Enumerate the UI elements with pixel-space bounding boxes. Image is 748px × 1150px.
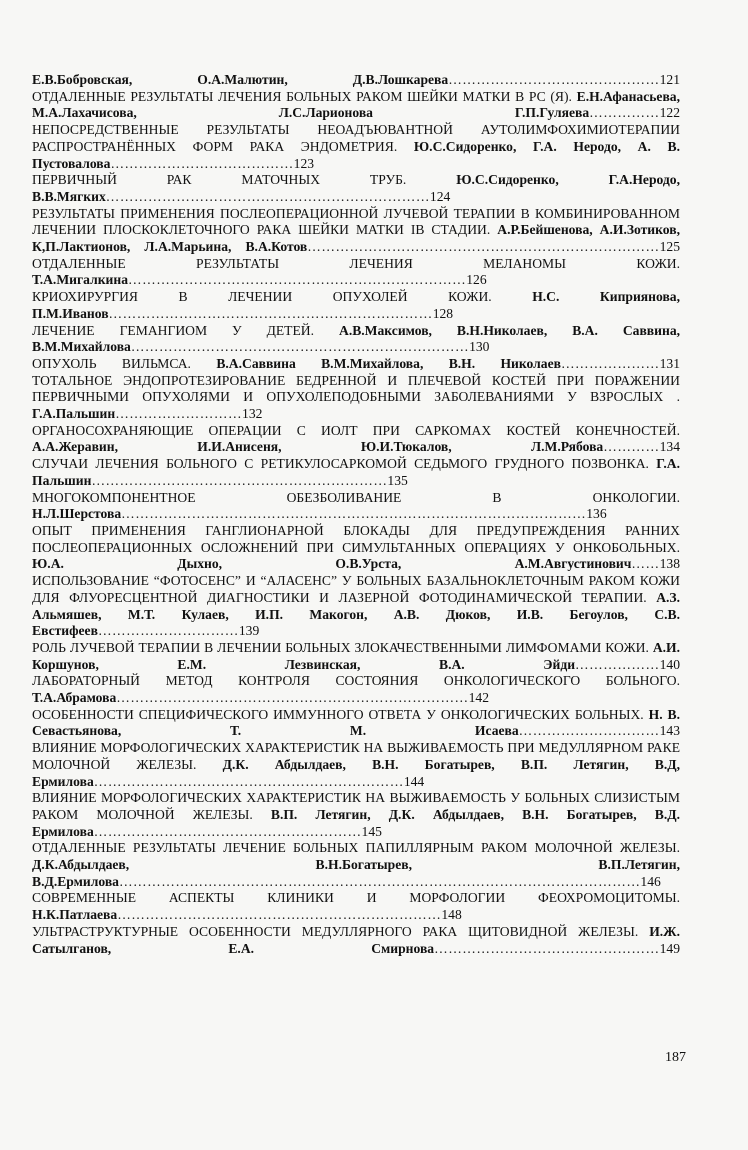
entry-authors: А.З. Альмяшев, М.Т. Кулаев, И.П. Макогон, А.В. Дюков, И.В. Бегоулов, С.В. Евстифеев — [32, 589, 680, 639]
entry-authors: Н.Л.Шерстова — [32, 506, 122, 522]
toc-entry[interactable] — [32, 289, 680, 322]
entry-title: ПЕРВИЧНЫЙ РАК МАТОЧНЫХ ТРУБ. — [32, 172, 407, 188]
entry-authors: Т.А.Абрамова — [32, 690, 117, 706]
entry-authors: Т.А.Мигалкина — [32, 272, 128, 288]
entry-title: ОПЫТ ПРИМЕНЕНИЯ ГАНГЛИОНАРНОЙ БЛОКАДЫ ДЛЯ ПРЕДУПРЕЖДЕНИЯ РАННИХ ПОСЛЕОПЕРАЦИОННЫХ ОСЛОЖНЕНИЙ ПРИ СИМУЛЬТАННЫХ ОПЕРАЦИЯХ У ОНКОБОЛЬНЫХ. — [32, 522, 680, 555]
entry-page-number: 144 — [403, 773, 425, 789]
entry-page-number: 139 — [238, 623, 260, 639]
dot-leader: ………………………………………………… — [93, 823, 362, 839]
dot-leader: ………… — [603, 439, 660, 455]
entry-title: ЛЕЧЕНИЕ ГЕМАНГИОМ У ДЕТЕЙ. — [32, 322, 315, 338]
entry-page-number: 143 — [659, 723, 680, 739]
entry-title: ОПУХОЛЬ ВИЛЬМСА. — [32, 355, 191, 371]
entry-authors: И.Ж. Сатылганов, Е.А. Смирнова — [32, 923, 680, 956]
dot-leader: …… — [631, 556, 660, 572]
entry-authors: Д.К. Абдылдаев, В.Н. Богатырев, В.П. Летягин, В.Д, Ермилова — [32, 756, 680, 789]
entry-page-number: 134 — [659, 439, 680, 455]
entry-title: НЕПОСРЕДСТВЕННЫЕ РЕЗУЛЬТАТЫ НЕОАДЪЮВАНТНОЙ АУТОЛИМФОХИМИОТЕРАПИИ РАСПРОСТРАНЁННЫХ ФОРМ РАКА ЭНДОМЕТРИЯ. — [32, 122, 680, 154]
dot-leader: ………………………………………… — [434, 940, 660, 956]
entry-page-number: 138 — [659, 556, 680, 572]
entry-page-number: 126 — [466, 272, 487, 288]
dot-leader: ……………………………………………………………… — [130, 339, 470, 355]
dot-leader: ……………… — [575, 656, 660, 672]
toc-entry[interactable] — [32, 456, 680, 489]
entry-page-number: 125 — [659, 239, 680, 255]
entry-page-number: 149 — [659, 940, 680, 956]
entry-page-number: 122 — [659, 105, 680, 121]
toc-entry[interactable] — [32, 206, 680, 256]
toc-entry[interactable] — [32, 790, 680, 840]
entry-authors: В.А.Саввина В.М.Михайлова, В.Н. Николаев — [216, 355, 561, 371]
dot-leader: ………………… — [560, 355, 660, 371]
entry-page-number: 135 — [387, 472, 408, 488]
entry-page-number: 132 — [242, 406, 263, 422]
toc-entry[interactable] — [32, 640, 680, 673]
dot-leader: ……………………………………………………… — [91, 472, 388, 488]
entry-page-number: 131 — [659, 355, 680, 371]
toc-entry[interactable] — [32, 323, 680, 356]
entry-page-number: 140 — [659, 656, 680, 672]
entry-title: СЛУЧАИ ЛЕЧЕНИЯ БОЛЬНОГО С РЕТИКУЛОСАРКОМОЙ СЕДЬМОГО ГРУДНОГО ПОЗВОНКА. — [32, 456, 649, 472]
toc-entry[interactable] — [32, 172, 680, 205]
entry-title: ОТДАЛЕННЫЕ РЕЗУЛЬТАТЫ ЛЕЧЕНИЕ БОЛЬНЫХ ПАПИЛЛЯРНЫМ РАКОМ МОЛОЧНОЙ ЖЕЛЕЗЫ. — [32, 840, 680, 856]
entry-authors: А.Р.Бейшенова, А.И.Зотиков, К,П.Лактионов, Л.А.Марьина, В.А.Котов — [32, 222, 680, 255]
entry-page-number: 148 — [441, 907, 462, 923]
toc-entry[interactable] — [32, 373, 680, 423]
entry-authors: Г.А.Пальшин — [32, 406, 116, 422]
entry-title: ВЛИЯНИЕ МОРФОЛОГИЧЕСКИХ ХАРАКТЕРИСТИК НА ВЫЖИВАЕМОСТЬ У БОЛЬНЫХ СЛИЗИСТЫМ РАКОМ МОЛОЧНОЙ ЖЕЛЕЗЫ. — [32, 790, 680, 822]
dot-leader: ………………………… — [518, 723, 660, 739]
entry-page-number: 124 — [429, 188, 451, 204]
entry-authors: Н.К.Патлаева — [32, 907, 118, 923]
entry-title: ТОТАЛЬНОЕ ЭНДОПРОТЕЗИРОВАНИЕ БЕДРЕННОЙ И ПЛЕЧЕВОЙ КОСТЕЙ ПРИ ПОРАЖЕНИИ ПЕРВИЧНЫМИ ОПУХОЛЯМИ И ОПУХОЛЕПОДОБНЫМИ ЗАБОЛЕВАНИЯМИ У ВЗРОСЛЫХ . — [32, 372, 680, 405]
toc-entry[interactable] — [32, 523, 680, 573]
dot-leader: …………… — [589, 105, 660, 121]
entry-authors: Д.К.Абдылдаев, В.Н.Богатырев, В.П.Летягин, В.Д.Ермилова — [32, 857, 680, 889]
entry-title: ОТДАЛЕННЫЕ РЕЗУЛЬТАТЫ ЛЕЧЕНИЯ МЕЛАНОМЫ КОЖИ. — [32, 255, 680, 271]
dot-leader: …………………………………………………………… — [108, 305, 433, 321]
entry-title: ОСОБЕННОСТИ СПЕЦИФИЧЕСКОГО ИММУННОГО ОТВЕТА У ОНКОЛОГИЧЕСКИХ БОЛЬНЫХ. — [32, 706, 644, 722]
entry-title: УЛЬТРАСТРУКТУРНЫЕ ОСОБЕННОСТИ МЕДУЛЛЯРНОГО РАКА ЩИТОВИДНОЙ ЖЕЛЕЗЫ. — [32, 923, 639, 939]
entry-authors: Ю.А. Дыхно, О.В.Урста, А.М.Августинович — [32, 556, 632, 572]
entry-authors: Е.Н.Афанасьева, М.А.Лахачисова, Л.С.Ларионова Г.П.Гуляева — [32, 88, 680, 121]
toc-entry[interactable] — [32, 840, 680, 890]
entry-authors: А.В.Максимов, В.Н.Николаев, В.А. Саввина, В.М.Михайлова — [32, 322, 681, 355]
dot-leader: …………………………………………………………… — [117, 907, 442, 923]
dot-leader: ……………………………………………………………… — [128, 272, 467, 288]
entry-page-number: 146 — [640, 873, 661, 889]
page-number: 187 — [665, 1050, 686, 1065]
dot-leader: ………………………………… — [110, 155, 294, 171]
toc-entry[interactable] — [32, 356, 680, 373]
entry-title: КРИОХИРУРГИЯ В ЛЕЧЕНИИ ОПУХОЛЕЙ КОЖИ. — [32, 289, 492, 305]
entry-authors: Н. В. Севастьянова, Т. М. Исаева — [32, 706, 680, 739]
toc-entry[interactable] — [32, 573, 680, 640]
entry-title: ВЛИЯНИЕ МОРФОЛОГИЧЕСКИХ ХАРАКТЕРИСТИК НА ВЫЖИВАЕМОСТЬ ПРИ МЕДУЛЛЯРНОМ РАКЕ МОЛОЧНОЙ ЖЕЛЕЗЫ. — [32, 740, 680, 772]
entry-title: МНОГОКОМПОНЕНТНОЕ ОБЕЗБОЛИВАНИЕ В ОНКОЛОГИИ. — [32, 489, 680, 505]
entry-authors: Н.С. Киприянова, П.М.Иванов — [32, 289, 680, 321]
toc-entry[interactable] — [32, 490, 680, 523]
toc-entry[interactable] — [32, 890, 680, 923]
dot-leader: ……………………… — [115, 406, 243, 422]
entry-authors: А.А.Жеравин, И.И.Анисеня, Ю.И.Тюкалов, Л.М.Рябова — [32, 439, 604, 455]
entry-title: СОВРЕМЕННЫЕ АСПЕКТЫ КЛИНИКИ И МОРФОЛОГИИ ФЕОХРОМОЦИТОМЫ. — [32, 890, 680, 906]
entry-authors: Г.А. Пальшин — [32, 456, 680, 488]
entry-page-number: 145 — [361, 823, 382, 839]
dot-leader: ……………………………………… — [448, 72, 660, 87]
entry-title: РЕЗУЛЬТАТЫ ПРИМЕНЕНИЯ ПОСЛЕОПЕРАЦИОННОЙ ЛУЧЕВОЙ ТЕРАПИИ В КОМБИНИРОВАННОМ ЛЕЧЕНИИ ПЛОСКОКЛЕТОЧНОГО РАКА ШЕЙКИ МАТКИ IB СТАДИИ. — [32, 205, 680, 238]
entry-authors: Е.В.Бобровская, О.А.Малютин, Д.В.Лошкарева — [32, 72, 449, 87]
dot-leader: ………………………………………………………… — [93, 773, 404, 789]
toc-entry[interactable] — [32, 707, 680, 740]
toc-entry[interactable] — [32, 423, 680, 456]
entry-title: ЛАБОРАТОРНЫЙ МЕТОД КОНТРОЛЯ СОСТОЯНИЯ ОНКОЛОГИЧЕСКОГО БОЛЬНОГО. — [32, 673, 680, 689]
entry-page-number: 121 — [659, 72, 680, 87]
dot-leader: ……………………………………………………………………………………… — [121, 506, 587, 522]
entry-page-number: 128 — [432, 305, 454, 321]
toc-entry[interactable] — [32, 72, 680, 89]
entry-title: ИСПОЛЬЗОВАНИЕ “ФОТОСЕНС” И “АЛАСЕНС” У БОЛЬНЫХ БАЗАЛЬНОКЛЕТОЧНЫМ РАКОМ КОЖИ ДЛЯ ФЛУОРЕСЦЕНТНОЙ ДИАГНОСТИКИ И ЛАЗЕРНОЙ ФОТОДИНАМИЧЕСКОЙ ТЕРАПИИ. — [32, 573, 680, 605]
entry-title: РОЛЬ ЛУЧЕВОЙ ТЕРАПИИ В ЛЕЧЕНИИ БОЛЬНЫХ ЗЛОКАЧЕСТВЕННЫМИ ЛИМФОМАМИ КОЖИ. — [32, 639, 649, 655]
entry-authors: А.И. Коршунов, Е.М. Лезвинская, В.А. Эйди — [32, 639, 680, 672]
dot-leader: …………………………………………………………… — [105, 188, 430, 204]
entry-page-number: 136 — [586, 506, 607, 522]
toc-entry[interactable] — [32, 673, 680, 706]
entry-authors: Ю.С.Сидоренко, Г.А.Неродо, В.В.Мягких — [32, 172, 680, 204]
entry-authors: Ю.С.Сидоренко, Г.А. Неродо, А. В. Пустовалова — [32, 138, 680, 171]
entry-title: ОТДАЛЕННЫЕ РЕЗУЛЬТАТЫ ЛЕЧЕНИЯ БОЛЬНЫХ РАКОМ ШЕЙКИ МАТКИ В РС (Я). — [32, 88, 572, 104]
entry-page-number: 130 — [469, 339, 490, 355]
toc-entry[interactable] — [32, 89, 680, 122]
dot-leader: ………………………………………………………………… — [116, 690, 469, 706]
toc-entry[interactable] — [32, 740, 680, 790]
toc-entry[interactable] — [32, 122, 680, 172]
dot-leader: ………………………………………………………………………………………………… — [118, 873, 641, 889]
dot-leader: ………………………… — [97, 623, 239, 639]
entry-page-number: 142 — [468, 690, 490, 706]
table-of-contents — [32, 72, 680, 957]
toc-entry[interactable] — [32, 924, 680, 957]
toc-entry[interactable] — [32, 256, 680, 289]
entry-authors: В.П. Летягин, Д.К. Абдылдаев, В.Н. Богатырев, В.Д. Ермилова — [32, 806, 680, 839]
entry-title: ОРГАНОСОХРАНЯЮЩИЕ ОПЕРАЦИИ С ИОЛТ ПРИ САРКОМАХ КОСТЕЙ КОНЕЧНОСТЕЙ. — [32, 422, 680, 438]
entry-page-number: 123 — [293, 155, 315, 171]
dot-leader: ………………………………………………………………… — [307, 239, 660, 255]
